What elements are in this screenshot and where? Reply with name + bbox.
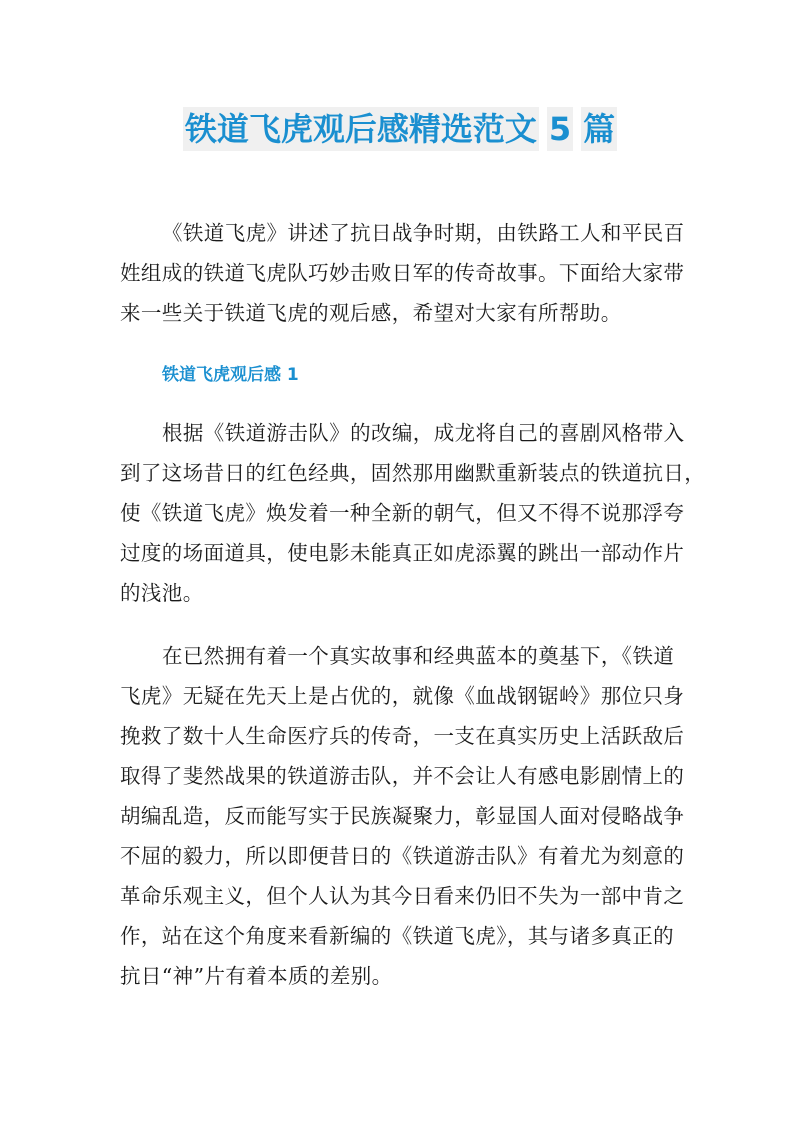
paragraph-line: 不屈的毅力，所以即便昔日的《铁道游击队》有着尤为刻意的 [120, 844, 685, 868]
paragraph-line: 革命乐观主义，但个人认为其今日看来仍旧不失为一部中肯之 [120, 884, 685, 908]
intro-paragraph [120, 213, 685, 333]
body-paragraph [120, 413, 706, 613]
paragraph-line: 的浅池。 [120, 581, 204, 605]
paragraph-line: 挽救了数十人生命医疗兵的传奇，一支在真实历史上活跃敌后 [120, 724, 685, 748]
title-text-suffix: 篇 [581, 107, 617, 151]
paragraph-line: 取得了斐然战果的铁道游击队，并不会让人有感电影剧情上的 [120, 764, 685, 788]
paragraph-line: 《铁道飞虎》讲述了抗日战争时期，由铁路工人和平民百 [162, 221, 685, 245]
paragraph-line: 飞虎》无疑在先天上是占优的，就像《血战钢锯岭》那位只身 [120, 684, 685, 708]
title-text-main: 铁道飞虎观后感精选范文 [183, 107, 539, 151]
paragraph-line: 胡编乱造，反而能写实于民族凝聚力，彰显国人面对侵略战争 [120, 804, 685, 828]
title-text-number: 5 [547, 107, 573, 151]
paragraph-line: 根据《铁道游击队》的改编，成龙将自己的喜剧风格带入 [162, 421, 685, 445]
paragraph-line: 来一些关于铁道飞虎的观后感，希望对大家有所帮助。 [120, 301, 622, 325]
body-paragraph [120, 636, 685, 996]
paragraph-line: 过度的场面道具，使电影未能真正如虎添翼的跳出一部动作片 [120, 541, 685, 565]
paragraph-line: 抗日“神”片有着本质的差别。 [120, 964, 393, 988]
paragraph-line: 作，站在这个角度来看新编的《铁道飞虎》，其与诸多真正的 [120, 924, 675, 948]
section-heading: 铁道飞虎观后感 1 [162, 365, 299, 385]
paragraph-line: 姓组成的铁道飞虎队巧妙击败日军的传奇故事。下面给大家带 [120, 261, 685, 285]
paragraph-line: 到了这场昔日的红色经典，固然那用幽默重新装点的铁道抗日， [120, 461, 706, 485]
paragraph-line: 使《铁道飞虎》焕发着一种全新的朝气，但又不得不说那浮夸 [120, 501, 685, 525]
paragraph-line: 在已然拥有着一个真实故事和经典蓝本的奠基下，《铁道 [162, 644, 675, 668]
document-title [0, 107, 800, 151]
